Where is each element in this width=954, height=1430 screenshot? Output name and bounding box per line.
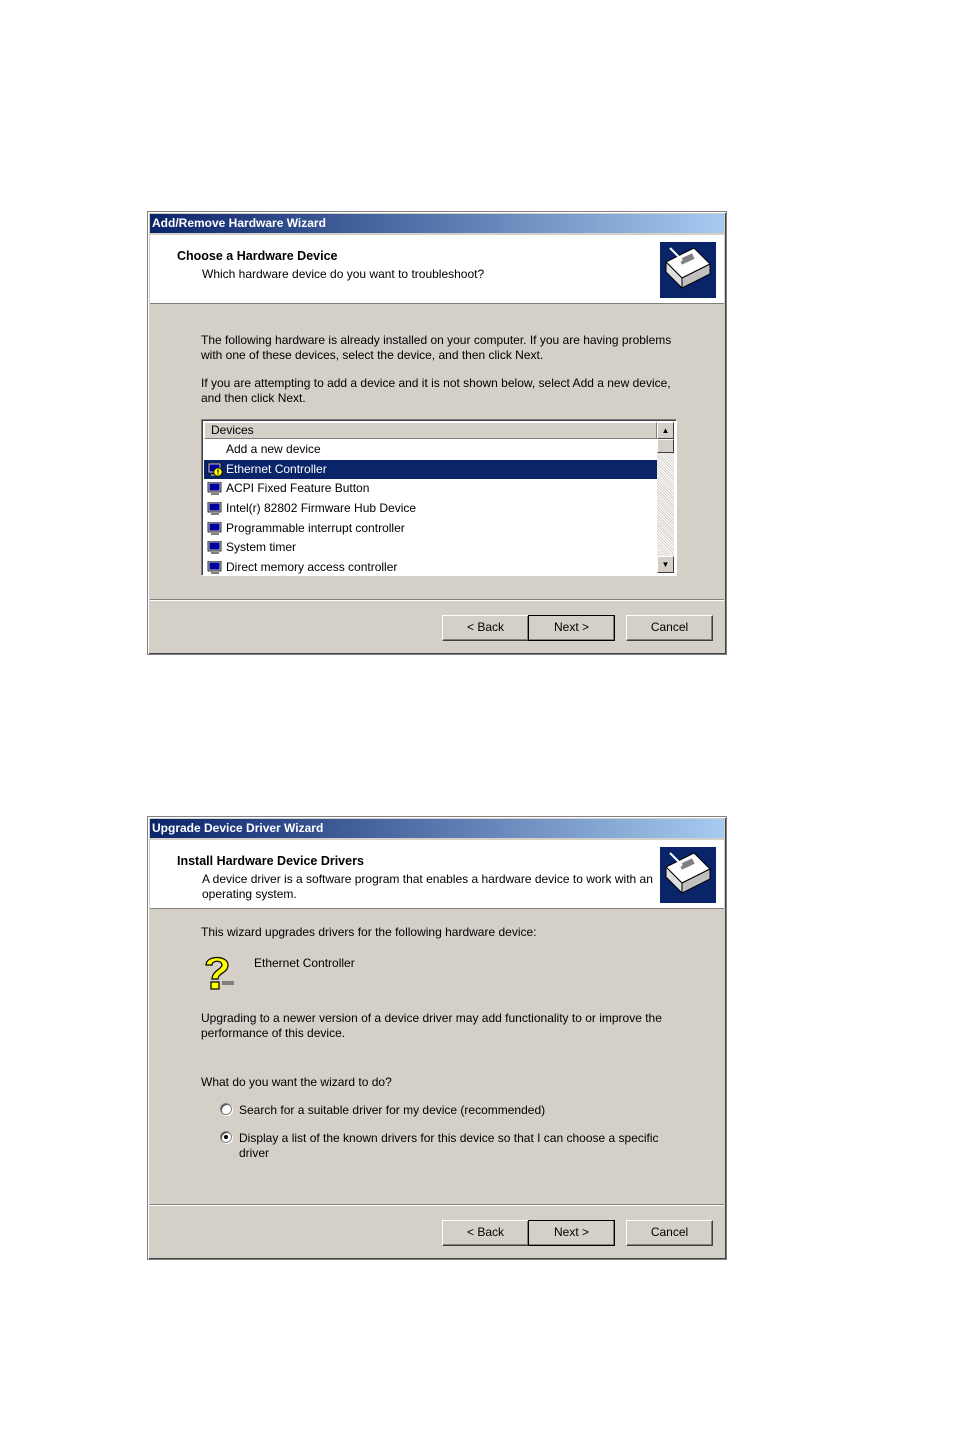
scroll-up-arrow-icon[interactable]: ▲ — [657, 422, 674, 439]
footer-divider — [150, 599, 724, 600]
intro-text: This wizard upgrades drivers for the following hardware device: — [201, 925, 537, 939]
back-button[interactable]: < Back — [442, 1220, 529, 1246]
dialog-titlebar[interactable]: Upgrade Device Driver Wizard — [150, 819, 724, 838]
back-button[interactable]: < Back — [442, 615, 529, 641]
dialog-titlebar[interactable]: Add/Remove Hardware Wizard — [150, 214, 724, 233]
next-button[interactable]: Next > — [528, 615, 615, 641]
device-label: ACPI Fixed Feature Button — [226, 481, 370, 496]
header-title: Install Hardware Device Drivers — [177, 854, 364, 868]
search-driver-label[interactable]: Search for a suitable driver for my device (recommended) — [239, 1103, 546, 1117]
device-label: Ethernet Controller — [226, 461, 327, 476]
devices-list — [204, 440, 657, 576]
computer-device-icon — [207, 482, 223, 496]
hardware-card-icon — [660, 242, 716, 298]
upgrade-info-paragraph: Upgrading to a newer version of a device driver may add functionality to or improve the performance of this device. — [201, 1011, 662, 1040]
computer-device-icon — [207, 502, 223, 516]
header-subtitle: A device driver is a software program that enables a hardware device to work with an operating system. — [202, 872, 653, 901]
search-driver-radio[interactable] — [220, 1103, 232, 1115]
device-label: Add a new device — [226, 442, 321, 456]
next-button[interactable]: Next > — [528, 1220, 615, 1246]
device-label: Programmable interrupt controller — [226, 520, 405, 535]
wizard-header — [150, 235, 724, 304]
footer-divider — [150, 1204, 724, 1205]
upgrade-device-driver-wizard-dialog — [147, 816, 727, 1260]
warning-device-icon — [207, 463, 223, 477]
display-list-radio[interactable] — [220, 1131, 232, 1143]
wizard-header — [150, 840, 724, 909]
unknown-device-question-icon — [200, 953, 236, 993]
computer-device-icon — [207, 522, 223, 536]
device-list-item[interactable] — [204, 460, 657, 480]
radio-selected-dot — [224, 1135, 228, 1139]
device-label: System timer — [226, 540, 297, 555]
devices-column-header[interactable]: Devices — [204, 422, 657, 439]
device-list-item[interactable] — [204, 558, 657, 576]
device-list-item[interactable] — [204, 538, 657, 558]
vertical-scrollbar[interactable] — [657, 422, 674, 573]
device-label: Intel(r) 82802 Firmware Hub Device — [226, 501, 417, 516]
display-list-label[interactable]: Display a list of the known drivers for this device so that I can choose a specific driver — [239, 1131, 659, 1160]
header-title: Choose a Hardware Device — [177, 249, 338, 263]
hardware-card-icon — [660, 847, 716, 903]
cancel-button[interactable]: Cancel — [626, 615, 713, 641]
computer-device-icon — [207, 561, 223, 575]
add-remove-hardware-wizard-dialog — [147, 211, 727, 655]
device-list-item[interactable] — [204, 499, 657, 519]
device-list-item[interactable] — [204, 519, 657, 539]
device-name: Ethernet Controller — [254, 956, 355, 970]
device-list-item[interactable] — [204, 479, 657, 499]
scroll-down-arrow-icon[interactable]: ▼ — [657, 556, 674, 573]
header-subtitle: Which hardware device do you want to troubleshoot? — [202, 267, 485, 281]
computer-device-icon — [207, 541, 223, 555]
scrollbar-thumb[interactable] — [657, 439, 674, 453]
device-label: Direct memory access controller — [226, 560, 398, 575]
cancel-button[interactable]: Cancel — [626, 1220, 713, 1246]
instructions-paragraph: The following hardware is already installed on your computer. If you are having problems with one of these devices, select the device, and then click Next. — [201, 333, 672, 362]
devices-listbox[interactable] — [201, 419, 677, 576]
device-list-item[interactable] — [204, 440, 657, 460]
add-device-paragraph: If you are attempting to add a device and it is not shown below, select Add a new device, and then click Next. — [201, 376, 671, 405]
question-text: What do you want the wizard to do? — [201, 1075, 392, 1089]
